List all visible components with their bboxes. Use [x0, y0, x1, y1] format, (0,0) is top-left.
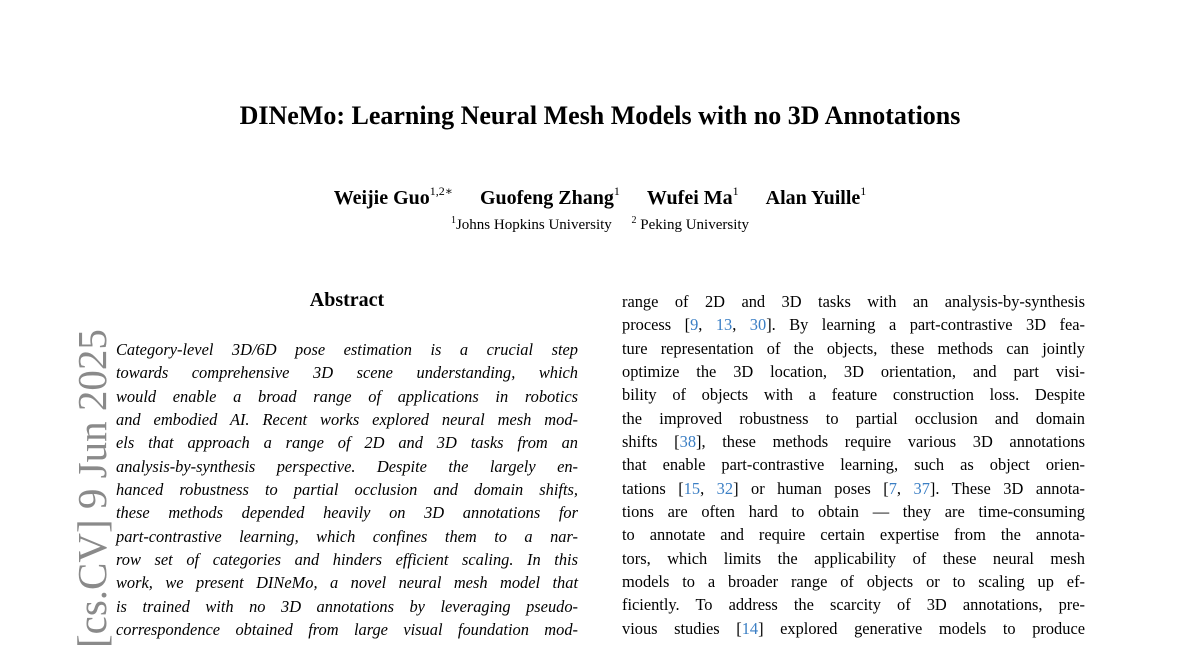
abstract-heading: Abstract	[309, 289, 385, 311]
abstract-line: and embodied AI. Recent works explored neural mesh mod-	[116, 410, 578, 430]
abstract-line: work, we present DINeMo, a novel neural mesh model that	[116, 573, 578, 593]
abstract-line: these methods depended heavily on 3D annotations for	[116, 503, 578, 523]
body-text-fragment: shifts [	[622, 432, 680, 452]
body-text-line	[622, 407, 1085, 430]
introduction-text-column	[622, 290, 1085, 640]
author-affiliation-marker: 1	[860, 184, 867, 198]
citation-link[interactable]: 14	[741, 618, 759, 638]
paper-title: DINeMo: Learning Neural Mesh Models with no 3D Annotations	[239, 101, 961, 130]
body-text-line	[622, 570, 1085, 593]
body-text-fragment: ture representation of the objects, these methods can jointly	[622, 338, 1085, 358]
citation-link[interactable]: 7	[888, 478, 897, 498]
body-text-line	[622, 617, 1085, 640]
abstract-line: would enable a broad range of applications in robotics	[116, 386, 578, 406]
body-text-line	[622, 290, 1085, 313]
abstract-line: Category-level 3D/6D pose estimation is a crucial step	[116, 340, 578, 359]
author-name: Wufei Ma	[646, 187, 733, 209]
body-text-fragment: ] explored generative models to produce	[758, 618, 1085, 638]
body-text-fragment: ]. By learning a part-contrastive 3D fea-	[766, 315, 1085, 335]
author-affiliation-marker: 1,2∗	[429, 184, 453, 198]
citation-link[interactable]: 30	[749, 315, 767, 335]
body-text-line	[622, 593, 1085, 616]
body-text-fragment: ficiently. To address the scarcity of 3D annotations, pre-	[622, 595, 1085, 615]
body-text-fragment: ,	[732, 315, 750, 335]
author-name: Weijie Guo	[333, 187, 430, 209]
body-text-fragment: optimize the 3D location, 3D orientation, and part visi-	[622, 362, 1085, 382]
abstract-line: correspondence obtained from large visual foundation mod-	[116, 620, 578, 640]
body-text-fragment: ]. These 3D annota-	[929, 478, 1085, 498]
body-text-line	[622, 453, 1085, 476]
affiliation-marker: 1	[450, 215, 456, 226]
author	[765, 184, 867, 209]
citation-link[interactable]: 37	[913, 478, 930, 498]
abstract-line: analysis-by-synthesis perspective. Despite the largely en-	[116, 456, 578, 476]
affiliation-name: Johns Hopkins University	[455, 217, 612, 233]
body-text-fragment: models to a broader range of objects or to scaling up ef-	[622, 572, 1085, 592]
body-text-fragment: tors, which limits the applicability of these neural mesh	[622, 548, 1085, 568]
body-text-fragment: the improved robustness to partial occlusion and domain	[622, 408, 1085, 428]
affiliation	[451, 217, 612, 233]
body-text-fragment: ] or human poses [	[733, 478, 889, 498]
body-text-fragment: that enable part-contrastive learning, such as object orien-	[622, 455, 1085, 475]
body-text-fragment: ], these methods require various 3D annotations	[696, 432, 1086, 452]
body-text-line	[622, 523, 1085, 546]
affiliation	[632, 217, 750, 233]
author	[646, 184, 739, 209]
body-text-fragment: ,	[700, 478, 717, 498]
abstract-line: hanced robustness to partial occlusion and domain shifts,	[116, 480, 578, 500]
citation-link[interactable]: 32	[716, 478, 734, 498]
body-text-fragment: to annotate and require certain expertise from the annota-	[622, 525, 1085, 545]
body-text-line	[622, 360, 1085, 383]
body-text-line	[622, 337, 1085, 360]
body-text-fragment: ,	[896, 478, 914, 498]
author-name: Alan Yuille	[765, 187, 861, 209]
body-text-fragment: range of 2D and 3D tasks with an analysis-by-synthesis	[622, 292, 1085, 311]
body-text-fragment: tions are often hard to obtain — they are time-consuming	[622, 502, 1085, 522]
author	[333, 184, 453, 209]
body-text-line	[622, 313, 1085, 336]
author	[479, 184, 620, 209]
author-name: Guofeng Zhang	[479, 187, 614, 209]
abstract-line: row set of categories and hinders efficient scaling. In this	[116, 550, 578, 570]
citation-link[interactable]: 38	[679, 432, 697, 452]
citation-link[interactable]: 15	[683, 478, 701, 498]
body-text-line	[622, 383, 1085, 406]
author-affiliation-marker: 1	[613, 184, 620, 198]
citation-link[interactable]: 9	[690, 315, 699, 335]
affiliation-marker: 2	[631, 215, 637, 226]
abstract-line: els that approach a range of 2D and 3D tasks from an	[116, 433, 578, 453]
abstract-body	[116, 338, 578, 641]
author-affiliation-marker: 1	[732, 184, 739, 198]
abstract-line: towards comprehensive 3D scene understanding, which	[116, 363, 578, 383]
body-text-fragment: bility of objects with a feature construction loss. Despite	[622, 385, 1085, 405]
body-text-fragment: ,	[698, 315, 716, 335]
body-text-line	[622, 430, 1085, 453]
body-text-line	[622, 547, 1085, 570]
body-text-fragment: vious studies [	[622, 618, 742, 638]
arxiv-identifier-stamp: [cs.CV] 9 Jun 2025	[69, 329, 115, 648]
body-text-fragment: tations [	[622, 478, 684, 498]
abstract-line: is trained with no 3D annotations by leveraging pseudo-	[116, 596, 578, 616]
affiliation-name: Peking University	[640, 217, 750, 233]
body-text-line	[622, 477, 1085, 500]
author-list	[0, 178, 1200, 211]
abstract-line: part-contrastive learning, which confines them to a nar-	[116, 526, 578, 546]
body-text-line	[622, 500, 1085, 523]
citation-link[interactable]: 13	[715, 315, 733, 335]
affiliation-list	[0, 211, 1200, 235]
body-text-fragment: process [	[622, 315, 691, 335]
